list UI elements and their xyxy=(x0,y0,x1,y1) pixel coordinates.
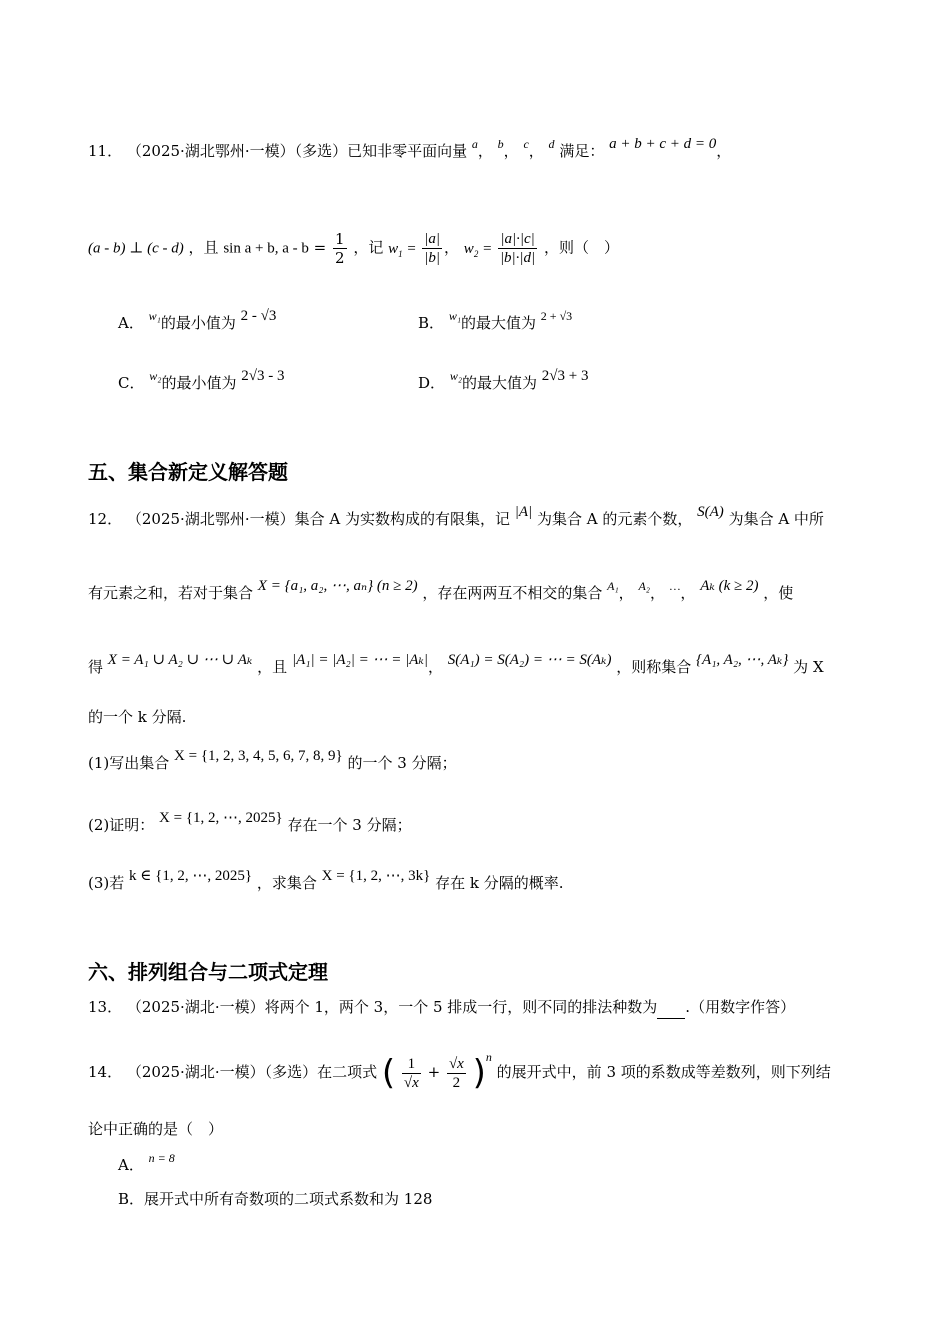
q14-number: 14． xyxy=(88,1063,123,1081)
q11-option-d[interactable]: D． $^{w_2}$的最大值为 2√3 + 3 xyxy=(418,368,589,392)
q11-w1-def: $w_1$ = xyxy=(388,240,421,259)
q13-text: （2025·湖北·一模）将两个 1，两个 3，一个 5 排成一行，则不同的排法种数为 xyxy=(126,998,658,1016)
q11-sum-equation: a + b + c + d = 0 xyxy=(609,136,717,152)
q11-source: （2025·湖北鄂州·一模）（多选）已知非零平面向量 xyxy=(126,142,468,160)
q11-option-a[interactable]: A． $^{w_1}$的最小值为 2 - √3 xyxy=(118,308,277,332)
q11-w1-fraction: $\frac{|a|}{|b|}$ xyxy=(424,231,441,266)
q12-cardinality: |A₁| = |A₂| = ⋯ = |Aₖ| xyxy=(291,652,428,668)
q11-sin-expression: sin a + b, a - b xyxy=(223,240,309,257)
q11-half-fraction xyxy=(333,230,347,267)
q11-var-a: a xyxy=(471,137,478,151)
q12-line4: 的一个 k 分隔. xyxy=(88,708,187,726)
section-6-title: 六、排列组合与二项式定理 xyxy=(88,960,328,984)
q14-line2: 论中正确的是（ ） xyxy=(88,1120,224,1138)
q13-number: 13． xyxy=(88,998,123,1016)
q12-set-x: X = {a₁, a₂, ⋯, aₙ} (n ≥ 2) xyxy=(257,578,418,594)
q12-sum-a: S(A) xyxy=(697,504,724,520)
q14-option-a[interactable]: A． $^{n = 8}$ xyxy=(118,1151,175,1174)
q11-half-den: 2 xyxy=(335,249,345,267)
q11-var-c: c xyxy=(523,137,529,151)
q12-line2: 有元素之和，若对于集合 X = {a₁, a₂, ⋯, aₙ} (n ≥ 2) ，存在两两互不相交的集合 $^{A_1}$， $^{A_2}$， …， Aₖ (k ≥ 2) ，使 xyxy=(88,578,794,602)
q14-line1: 14． （2025·湖北·一模）（多选）在二项式 ( $\frac{1}{√x}$ + $\frac{√x}{2}$ )$^n$ 的展开式中，前 3 项的系数成等差数列，则下列结 xyxy=(88,1050,831,1093)
q12-sums: S(A₁) = S(A₂) = ⋯ = S(Aₖ) xyxy=(447,652,612,668)
q12-subquestion-3: (3)若 k ∈ {1, 2, ⋯, 2025} ，求集合 X = {1, 2, ⋯, 3k} 存在 k 分隔的概率. xyxy=(88,868,564,892)
section-5-title: 五、集合新定义解答题 xyxy=(88,460,288,484)
q12-line3: 得 X = A₁ ∪ A₂ ∪ ⋯ ∪ Aₖ ，且 |A₁| = |A₂| = ⋯ = |Aₖ|， S(A₁) = S(A₂) = ⋯ = S(Aₖ) ，则称集合 {A₁, A₂, ⋯, Aₖ} 为 X xyxy=(88,652,824,676)
q11-perpendicular: (a - b) ⊥ (c - d) xyxy=(88,240,184,257)
q11-line1: 11． （2025·湖北鄂州·一模）（多选）已知非零平面向量 $^a$， $^b$， $^c$， $^d$ 满足： a + b + c + d = 0， xyxy=(88,136,732,160)
q11-number: 11． xyxy=(88,142,123,160)
q11-equals: = xyxy=(313,238,327,257)
q11-var-d: d xyxy=(548,137,555,151)
q14-frac1: $\frac{1}{√x}$ xyxy=(403,1055,419,1091)
q11-then: ，则（ ） xyxy=(543,238,619,257)
q11-var-b: b xyxy=(497,137,504,151)
q11-option-b[interactable]: B． $^{w_1}$的最大值为 $^{2 + √3}$ xyxy=(418,309,573,332)
q11-note: ，记 xyxy=(353,238,384,257)
q12-source: （2025·湖北鄂州·一模）集合 xyxy=(126,510,325,528)
q13-answer-blank[interactable] xyxy=(657,996,685,1019)
q12-subquestion-1: (1)写出集合 X = {1, 2, 3, 4, 5, 6, 7, 8, 9} 的一个 3 分隔； xyxy=(88,748,457,772)
q11-option-c[interactable]: C． $^{w_2}$的最小值为 2√3 - 3 xyxy=(118,368,285,392)
q11-satisfy-label: 满足： xyxy=(559,142,605,160)
q14-frac2: $\frac{√x}{2}$ xyxy=(448,1055,464,1091)
q12-number: 12． xyxy=(88,510,123,528)
q12-line1: 12． （2025·湖北鄂州·一模）集合 A 为实数构成的有限集，记 |A| 为集合 A 的元素个数， S(A) 为集合 A 中所 xyxy=(88,504,824,528)
q13-line: 13． （2025·湖北·一模）将两个 1，两个 3，一个 5 排成一行，则不同的排法种数为 .（用数字作答） xyxy=(88,996,795,1019)
q12-partition: {A₁, A₂, ⋯, Aₖ} xyxy=(696,652,789,668)
q14-option-b[interactable]: B．展开式中所有奇数项的二项式系数和为 128 xyxy=(118,1190,433,1208)
q12-abs-a: |A| xyxy=(514,504,533,520)
q11-and: ，且 xyxy=(188,238,219,257)
q11-line2: (a - b) ⊥ (c - d) ，且 sin a + b, a - b = $\frac{1}{2}$ ，记 $w_1$ = $\frac{|a|}{|b|}$ ， $w_2$ = $\frac{|a|\cdot|c|}{|b|\cdot|d|}$ ，则（ ） xyxy=(88,230,619,267)
q12-subquestion-2: (2)证明： X = {1, 2, ⋯, 2025} 存在一个 3 分隔； xyxy=(88,810,412,834)
q12-union: X = A₁ ∪ A₂ ∪ ⋯ ∪ Aₖ xyxy=(107,652,253,668)
q14-source: （2025·湖北·一模）（多选）在二项式 xyxy=(126,1063,378,1081)
q11-w2-fraction: $\frac{|a|\cdot|c|}{|b|\cdot|d|}$ xyxy=(499,231,536,266)
q11-half-num: 1 xyxy=(335,230,345,248)
q11-w2-def: $w_2$ = xyxy=(463,240,496,259)
